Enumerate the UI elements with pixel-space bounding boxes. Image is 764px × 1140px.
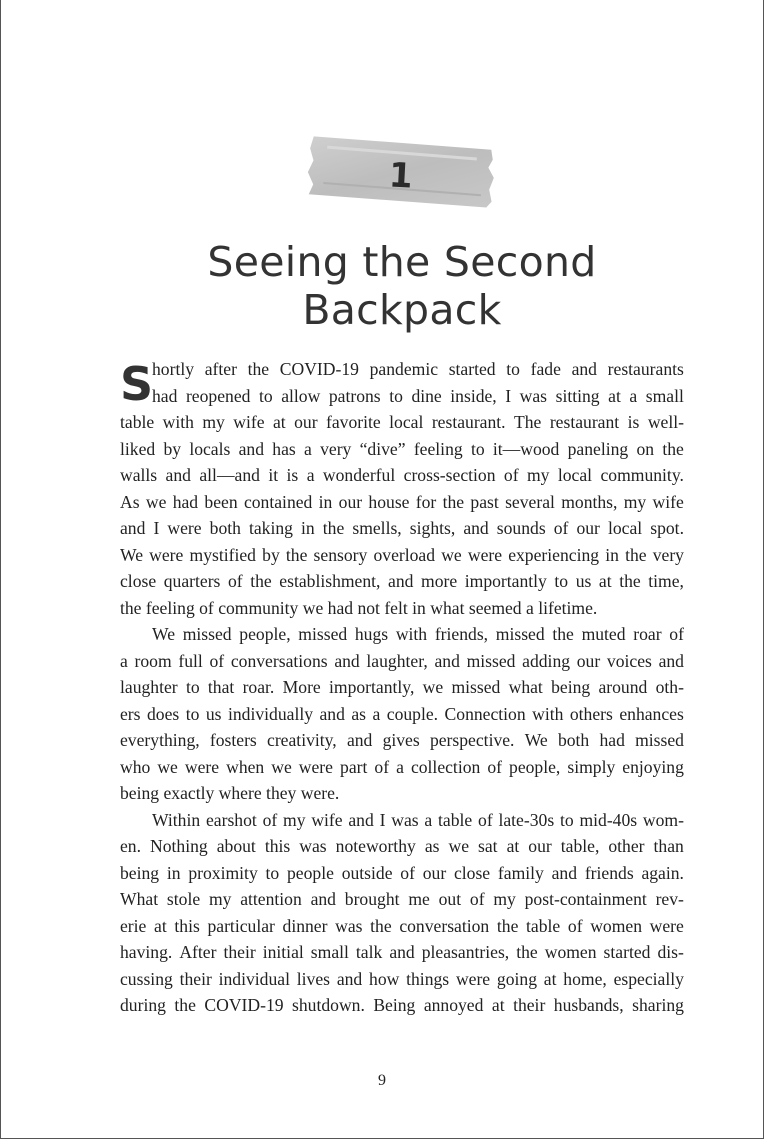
text-line: being in proximity to people outside of our close family and friends again. — [120, 862, 684, 883]
page-number: 9 — [378, 1072, 386, 1089]
paragraph — [120, 356, 684, 621]
text-line: a room full of conversations and laughter, and missed adding our voices and — [120, 650, 684, 671]
text-line: who we were when we were part of a collection of people, simply enjoying — [120, 756, 684, 777]
text-line: What stole my attention and brought me out of my post-containment rev- — [120, 889, 684, 909]
chapter-title — [120, 238, 684, 334]
text-line: erie at this particular dinner was the conversation the table of women were — [120, 915, 684, 936]
text-line: en. Nothing about this was noteworthy as we sat at our table, other than — [120, 836, 684, 856]
text-line: having. After their initial small talk and pleasantries, the women started dis- — [120, 942, 684, 962]
text-line: being exactly where they were. — [120, 783, 340, 803]
text-line: the feeling of community we had not felt in what seemed a lifetime. — [120, 597, 598, 618]
chapter-title-line-1: Seeing the Second — [207, 238, 597, 286]
text-line: Within earshot of my wife and I was a table of late-30s to mid-40s wom- — [152, 809, 684, 830]
text-line: everything, fosters creativity, and gives perspective. We both had missed — [120, 730, 684, 750]
body-text — [120, 356, 684, 1019]
text-line: during the COVID-19 shutdown. Being annoyed at their husbands, sharing — [120, 995, 684, 1015]
paragraph — [120, 621, 684, 807]
text-line: close quarters of the establishment, and more importantly to us at the time, — [120, 571, 684, 591]
chapter-title-line-2: Backpack — [302, 286, 502, 334]
text-line: As we had been contained in our house for the past several months, my wife — [120, 491, 684, 512]
text-line: table with my wife at our favorite local restaurant. The restaurant is well- — [120, 412, 684, 432]
text-line: ers does to us individually and as a couple. Connection with others enhances — [120, 703, 684, 724]
text-line: We missed people, missed hugs with friends, missed the muted roar of — [152, 624, 684, 644]
text-line: had reopened to allow patrons to dine inside, I was sitting at a small — [152, 385, 684, 406]
paragraphs — [120, 356, 684, 1019]
text-line: cussing their individual lives and how things were going at home, especially — [120, 968, 684, 989]
text-line: We were mystified by the sensory overload we were experiencing in the very — [120, 544, 684, 565]
text-line: and I were both taking in the smells, sights, and sounds of our local spot. — [120, 518, 684, 538]
text-line: hortly after the COVID-19 pandemic started to fade and restaurants — [152, 359, 684, 379]
text-line: liked by locals and has a very “dive” feeling to it—wood paneling on the — [120, 438, 684, 459]
chapter-number: 1 — [387, 155, 414, 197]
text-line: laughter to that roar. More importantly, we missed what being around oth- — [120, 677, 684, 697]
paragraph — [120, 807, 684, 1019]
drop-cap: S — [120, 357, 154, 411]
text-line: walls and all—and it is a wonderful cross-section of my local community. — [120, 465, 684, 485]
